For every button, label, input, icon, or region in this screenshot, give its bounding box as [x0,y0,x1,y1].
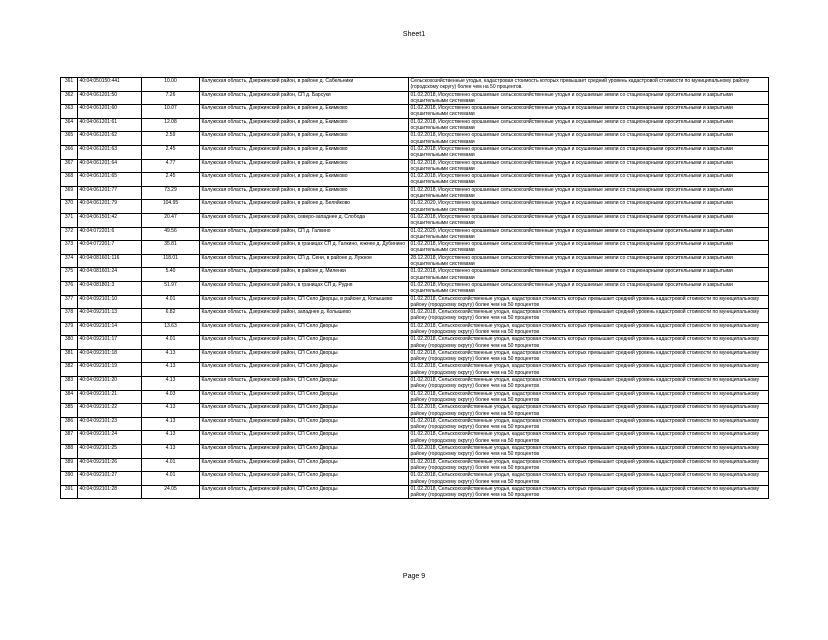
area-cell: 49.56 [142,227,200,241]
description-cell: 01.02.2018, Сельскохозяйственные угодья, кадастровая стоимость которых превышает средний уровень кадастровой стоимости по муниципальному району (городскому округу) более чем на 50 процентов [409,349,769,363]
description-cell: 01.02.2018, Искусственно орошаемые сельскохозяйственные угодья и осушаемые земли со стационарными оросительными и закрытыми осушительными системами [409,186,769,200]
cadastral-number-cell: 40:04:050150:441 [78,78,142,92]
address-cell: Калужская область, Дзержинский район, СП Село Дворцы [200,485,409,499]
area-cell: 2.45 [142,145,200,159]
address-cell: Калужская область, Дзержинский район, в границах СП д. Галкино, южнее д. Дубинино [200,241,409,255]
cadastral-number-cell: 40:04:072201:7 [78,241,142,255]
address-cell: Калужская область, Дзержинский район, СП Село Дворцы [200,322,409,336]
area-cell: 10.00 [142,78,200,92]
description-cell: 01.02.2018, Искусственно орошаемые сельскохозяйственные угодья и осушаемые земли со стационарными оросительными и закрытыми осушительными системами [409,118,769,132]
table-row [61,309,769,323]
area-cell: 4.01 [142,336,200,350]
cadastral-number-cell: 40:04:081601:24 [78,268,142,282]
cadastral-number-cell: 40:04:092101:26 [78,458,142,472]
address-cell: Калужская область, Дзержинский район, в районе д. Беляйково [200,200,409,214]
row-number-cell: 389 [61,458,78,472]
address-cell: Калужская область, Дзержинский район, СП Село Дворцы [200,404,409,418]
cadastral-number-cell: 40:04:092101:18 [78,349,142,363]
cadastral-number-cell: 40:04:061201:60 [78,105,142,119]
table-row [61,404,769,418]
address-cell: Калужская область, Дзержинский район, в районе д. Сабельники [200,78,409,92]
description-cell: 01.02.2018, Сельскохозяйственные угодья, кадастровая стоимость которых превышает средний уровень кадастровой стоимости по муниципальному району (городскому округу) более чем на 50 процентов [409,363,769,377]
description-cell: 01.02.2018, Искусственно орошаемые сельскохозяйственные угодья и осушаемые земли со стационарными оросительными и закрытыми осушительными системами [409,268,769,282]
description-cell: 01.02.2018, Сельскохозяйственные угодья, кадастровая стоимость которых превышает средний уровень кадастровой стоимости по муниципальному району (городскому округу) более чем на 50 процентов [409,336,769,350]
table-row [61,118,769,132]
row-number-cell: 391 [61,485,78,499]
address-cell: Калужская область, Дзержинский район, СП д. Галкино [200,227,409,241]
description-cell: 01.02.2018, Сельскохозяйственные угодья, кадастровая стоимость которых превышает средний уровень кадастровой стоимости по муниципальному району (городскому округу) более чем на 50 процентов [409,404,769,418]
address-cell: Калужская область, Дзержинский район, западнее д. Колышево [200,309,409,323]
description-cell: 01.02.2018, Искусственно орошаемые сельскохозяйственные угодья и осушаемые земли со стационарными оросительными и закрытыми осушительными системами [409,132,769,146]
cadastral-number-cell: 40:04:092101:13 [78,309,142,323]
description-cell: 01.02.2018, Сельскохозяйственные угодья, кадастровая стоимость которых превышает средний уровень кадастровой стоимости по муниципальному району (городскому округу) более чем на 50 процентов [409,417,769,431]
description-cell: 01.02.2018, Сельскохозяйственные угодья, кадастровая стоимость которых превышает средний уровень кадастровой стоимости по муниципальному району (городскому округу) более чем на 50 процентов [409,485,769,499]
area-cell: 4.13 [142,377,200,391]
area-cell: 2.59 [142,132,200,146]
area-cell: 4.13 [142,404,200,418]
description-cell: 01.02.2020, Искусственно орошаемые сельскохозяйственные угодья и осушаемые земли со стационарными оросительными и закрытыми осушительными системами [409,227,769,241]
address-cell: Калужская область, Дзержинский район, СП Село Дворцы [200,458,409,472]
description-cell: 01.02.2018, Сельскохозяйственные угодья, кадастровая стоимость которых превышает средний уровень кадастровой стоимости по муниципальному району (городскому округу) более чем на 50 процентов [409,390,769,404]
cadastral-number-cell: 40:04:092101:22 [78,404,142,418]
cadastral-number-cell: 40:04:092101:20 [78,377,142,391]
address-cell: Калужская область, Дзержинский район, СП Село Дворцы [200,377,409,391]
table-row [61,91,769,105]
address-cell: Калужская область, Дзержинский район, СП д. Барсуки [200,91,409,105]
table-body [61,78,769,499]
address-cell: Калужская область, Дзержинский район, в районе д. Екимково [200,186,409,200]
description-cell: Сельскохозяйственные угодья, кадастровая стоимость которых превышает средний уровень кадастровой стоимости по муниципальному району (городскому округу) более чем на 50 процентов. [409,78,769,92]
row-number-cell: 377 [61,295,78,309]
page-number: Page 9 [402,573,426,580]
row-number-cell: 367 [61,159,78,173]
row-number-cell: 372 [61,227,78,241]
row-number-cell: 384 [61,390,78,404]
description-cell: 01.02.2018, Искусственно орошаемые сельскохозяйственные угодья и осушаемые земли со стационарными оросительными и закрытыми осушительными системами [409,241,769,255]
cadastral-number-cell: 40:04:061501:42 [78,213,142,227]
cadastral-number-cell: 40:04:061201:79 [78,200,142,214]
row-number-cell: 370 [61,200,78,214]
description-cell: 01.02.2018, Искусственно орошаемые сельскохозяйственные угодья и осушаемые земли со стационарными оросительными и закрытыми осушительными системами [409,159,769,173]
area-cell: 118.01 [142,254,200,268]
table-row [61,241,769,255]
cadastral-number-cell: 40:04:061201:64 [78,159,142,173]
table-row [61,254,769,268]
description-cell: 01.02.2018, Сельскохозяйственные угодья, кадастровая стоимость которых превышает средний уровень кадастровой стоимости по муниципальному району (городскому округу) более чем на 50 процентов [409,377,769,391]
row-number-cell: 390 [61,472,78,486]
area-cell: 4.01 [142,472,200,486]
address-cell: Калужская область, Дзержинский район, в районе д. Екимково [200,145,409,159]
row-number-cell: 385 [61,404,78,418]
address-cell: Калужская область, Дзержинский район, в районе д. Екимково [200,173,409,187]
table-row [61,445,769,459]
cadastral-number-cell: 40:04:092101:14 [78,322,142,336]
table-row [61,417,769,431]
description-cell: 01.02.2018, Искусственно орошаемые сельскохозяйственные угодья и осушаемые земли со стационарными оросительными и закрытыми осушительными системами [409,105,769,119]
description-cell: 01.02.2018, Сельскохозяйственные угодья, кадастровая стоимость которых превышает средний уровень кадастровой стоимости по муниципальному району (городскому округу) более чем на 50 процентов [409,431,769,445]
description-cell: 28.12.2018, Искусственно орошаемые сельскохозяйственные угодья и осушаемые земли со стационарными оросительными и закрытыми осушительными системами [409,254,769,268]
address-cell: Калужская область, Дзержинский район, СП Село Дворцы [200,336,409,350]
row-number-cell: 376 [61,281,78,295]
table-row [61,377,769,391]
sheet-title: Sheet1 [402,31,426,38]
address-cell: Калужская область, Дзержинский район, северо-западнее д. Слобода [200,213,409,227]
row-number-cell: 374 [61,254,78,268]
row-number-cell: 371 [61,213,78,227]
cadastral-number-cell: 40:04:092101:10 [78,295,142,309]
land-plots-table [60,77,769,499]
row-number-cell: 366 [61,145,78,159]
description-cell: 01.02.2018, Сельскохозяйственные угодья, кадастровая стоимость которых превышает средний уровень кадастровой стоимости по муниципальному району (городскому округу) более чем на 50 процентов [409,458,769,472]
row-number-cell: 380 [61,336,78,350]
cadastral-number-cell: 40:04:092101:28 [78,485,142,499]
table-row [61,78,769,92]
address-cell: Калужская область, Дзержинский район, СП Село Дворцы [200,445,409,459]
table-row [61,145,769,159]
row-number-cell: 383 [61,377,78,391]
cadastral-number-cell: 40:04:061201:65 [78,173,142,187]
address-cell: Калужская область, Дзержинский район, в районе д. Екимково [200,118,409,132]
area-cell: 6.82 [142,309,200,323]
description-cell: 01.02.2018, Искусственно орошаемые сельскохозяйственные угодья и осушаемые земли со стационарными оросительными и закрытыми осушительными системами [409,213,769,227]
table-row [61,431,769,445]
address-cell: Калужская область, Дзержинский район, СП Село Дворцы [200,431,409,445]
area-cell: 4.01 [142,295,200,309]
row-number-cell: 386 [61,417,78,431]
description-cell: 01.02.2018, Искусственно орошаемые сельскохозяйственные угодья и осушаемые земли со стационарными оросительными и закрытыми осушительными системами [409,91,769,105]
area-cell: 4.13 [142,363,200,377]
table-row [61,485,769,499]
row-number-cell: 361 [61,78,78,92]
area-cell: 35.81 [142,241,200,255]
table-row [61,268,769,282]
table-row [61,132,769,146]
description-cell: 01.02.2018, Сельскохозяйственные угодья, кадастровая стоимость которых превышает средний уровень кадастровой стоимости по муниципальному району (городскому округу) более чем на 50 процентов [409,309,769,323]
address-cell: Калужская область, Дзержинский район, в границах СП д. Рудня [200,281,409,295]
address-cell: Калужская область, Дзержинский район, СП Село Дворцы [200,390,409,404]
description-cell: 01.02.2020, Искусственно орошаемые сельскохозяйственные угодья и осушаемые земли со стационарными оросительными и закрытыми осушительными системами [409,200,769,214]
table-row [61,458,769,472]
table-row [61,295,769,309]
area-cell: 4.13 [142,349,200,363]
area-cell: 4.01 [142,458,200,472]
address-cell: Калужская область, Дзержинский район, СП Село Дворцы, в районе д. Колышево [200,295,409,309]
table-row [61,173,769,187]
table-row [61,281,769,295]
cadastral-number-cell: 40:04:072201:6 [78,227,142,241]
address-cell: Калужская область, Дзержинский район, в районе д. Екимково [200,159,409,173]
cadastral-number-cell: 40:04:061201:77 [78,186,142,200]
cadastral-number-cell: 40:04:061201:61 [78,118,142,132]
area-cell: 5.40 [142,268,200,282]
row-number-cell: 378 [61,309,78,323]
address-cell: Калужская область, Дзержинский район, СП Село Дворцы [200,472,409,486]
description-cell: 01.02.2018, Искусственно орошаемые сельскохозяйственные угодья и осушаемые земли со стационарными оросительными и закрытыми осушительными системами [409,173,769,187]
table-row [61,213,769,227]
description-cell: 01.02.2018, Сельскохозяйственные угодья, кадастровая стоимость которых превышает средний уровень кадастровой стоимости по муниципальному району (городскому округу) более чем на 50 процентов [409,472,769,486]
table-row [61,159,769,173]
table-row [61,472,769,486]
row-number-cell: 373 [61,241,78,255]
description-cell: 01.02.2018, Сельскохозяйственные угодья, кадастровая стоимость которых превышает средний уровень кадастровой стоимости по муниципальному району (городскому округу) более чем на 50 процентов [409,295,769,309]
table-row [61,349,769,363]
table-row [61,336,769,350]
cadastral-number-cell: 40:04:081801:3 [78,281,142,295]
address-cell: Калужская область, Дзержинский район, в районе д. Миленки [200,268,409,282]
table-row [61,363,769,377]
row-number-cell: 363 [61,105,78,119]
address-cell: Калужская область, Дзержинский район, в районе д. Екимково [200,105,409,119]
description-cell: 01.02.2018, Искусственно орошаемые сельскохозяйственные угодья и осушаемые земли со стационарными оросительными и закрытыми осушительными системами [409,281,769,295]
area-cell: 24.05 [142,485,200,499]
cadastral-number-cell: 40:04:092101:17 [78,336,142,350]
area-cell: 4.13 [142,417,200,431]
area-cell: 73.29 [142,186,200,200]
table-row [61,227,769,241]
area-cell: 4.03 [142,390,200,404]
row-number-cell: 382 [61,363,78,377]
area-cell: 20.47 [142,213,200,227]
area-cell: 4.13 [142,445,200,459]
area-cell: 4.77 [142,159,200,173]
table-row [61,322,769,336]
address-cell: Калужская область, Дзержинский район, в районе д. Екимково [200,132,409,146]
row-number-cell: 365 [61,132,78,146]
cadastral-number-cell: 40:04:081601:116 [78,254,142,268]
row-number-cell: 387 [61,431,78,445]
area-cell: 10.07 [142,105,200,119]
address-cell: Калужская область, Дзержинский район, СП Село Дворцы [200,349,409,363]
row-number-cell: 362 [61,91,78,105]
cadastral-number-cell: 40:04:092101:23 [78,417,142,431]
cadastral-number-cell: 40:04:092101:19 [78,363,142,377]
cadastral-number-cell: 40:04:092101:24 [78,431,142,445]
area-cell: 4.13 [142,431,200,445]
table-row [61,200,769,214]
area-cell: 7.26 [142,91,200,105]
table-row [61,105,769,119]
cadastral-number-cell: 40:04:092101:21 [78,390,142,404]
area-cell: 12.08 [142,118,200,132]
area-cell: 51.97 [142,281,200,295]
cadastral-number-cell: 40:04:092101:25 [78,445,142,459]
row-number-cell: 364 [61,118,78,132]
description-cell: 01.02.2018, Сельскохозяйственные угодья, кадастровая стоимость которых превышает средний уровень кадастровой стоимости по муниципальному району (городскому округу) более чем на 50 процентов [409,322,769,336]
address-cell: Калужская область, Дзержинский район, СП Село Дворцы [200,363,409,377]
address-cell: Калужская область, Дзержинский район, СП Село Дворцы [200,417,409,431]
row-number-cell: 379 [61,322,78,336]
area-cell: 2.45 [142,173,200,187]
row-number-cell: 368 [61,173,78,187]
table-row [61,186,769,200]
cadastral-number-cell: 40:04:061201:50 [78,91,142,105]
area-cell: 13.63 [142,322,200,336]
row-number-cell: 381 [61,349,78,363]
row-number-cell: 369 [61,186,78,200]
table-row [61,390,769,404]
row-number-cell: 375 [61,268,78,282]
cadastral-number-cell: 40:04:092101:27 [78,472,142,486]
row-number-cell: 388 [61,445,78,459]
description-cell: 01.02.2018, Искусственно орошаемые сельскохозяйственные угодья и осушаемые земли со стационарными оросительными и закрытыми осушительными системами [409,145,769,159]
address-cell: Калужская область, Дзержинский район, СП д. Сени, в районе д. Лужное [200,254,409,268]
area-cell: 104.95 [142,200,200,214]
description-cell: 01.02.2018, Сельскохозяйственные угодья, кадастровая стоимость которых превышает средний уровень кадастровой стоимости по муниципальному району (городскому округу) более чем на 50 процентов [409,445,769,459]
cadastral-number-cell: 40:04:061201:63 [78,145,142,159]
cadastral-number-cell: 40:04:061201:62 [78,132,142,146]
